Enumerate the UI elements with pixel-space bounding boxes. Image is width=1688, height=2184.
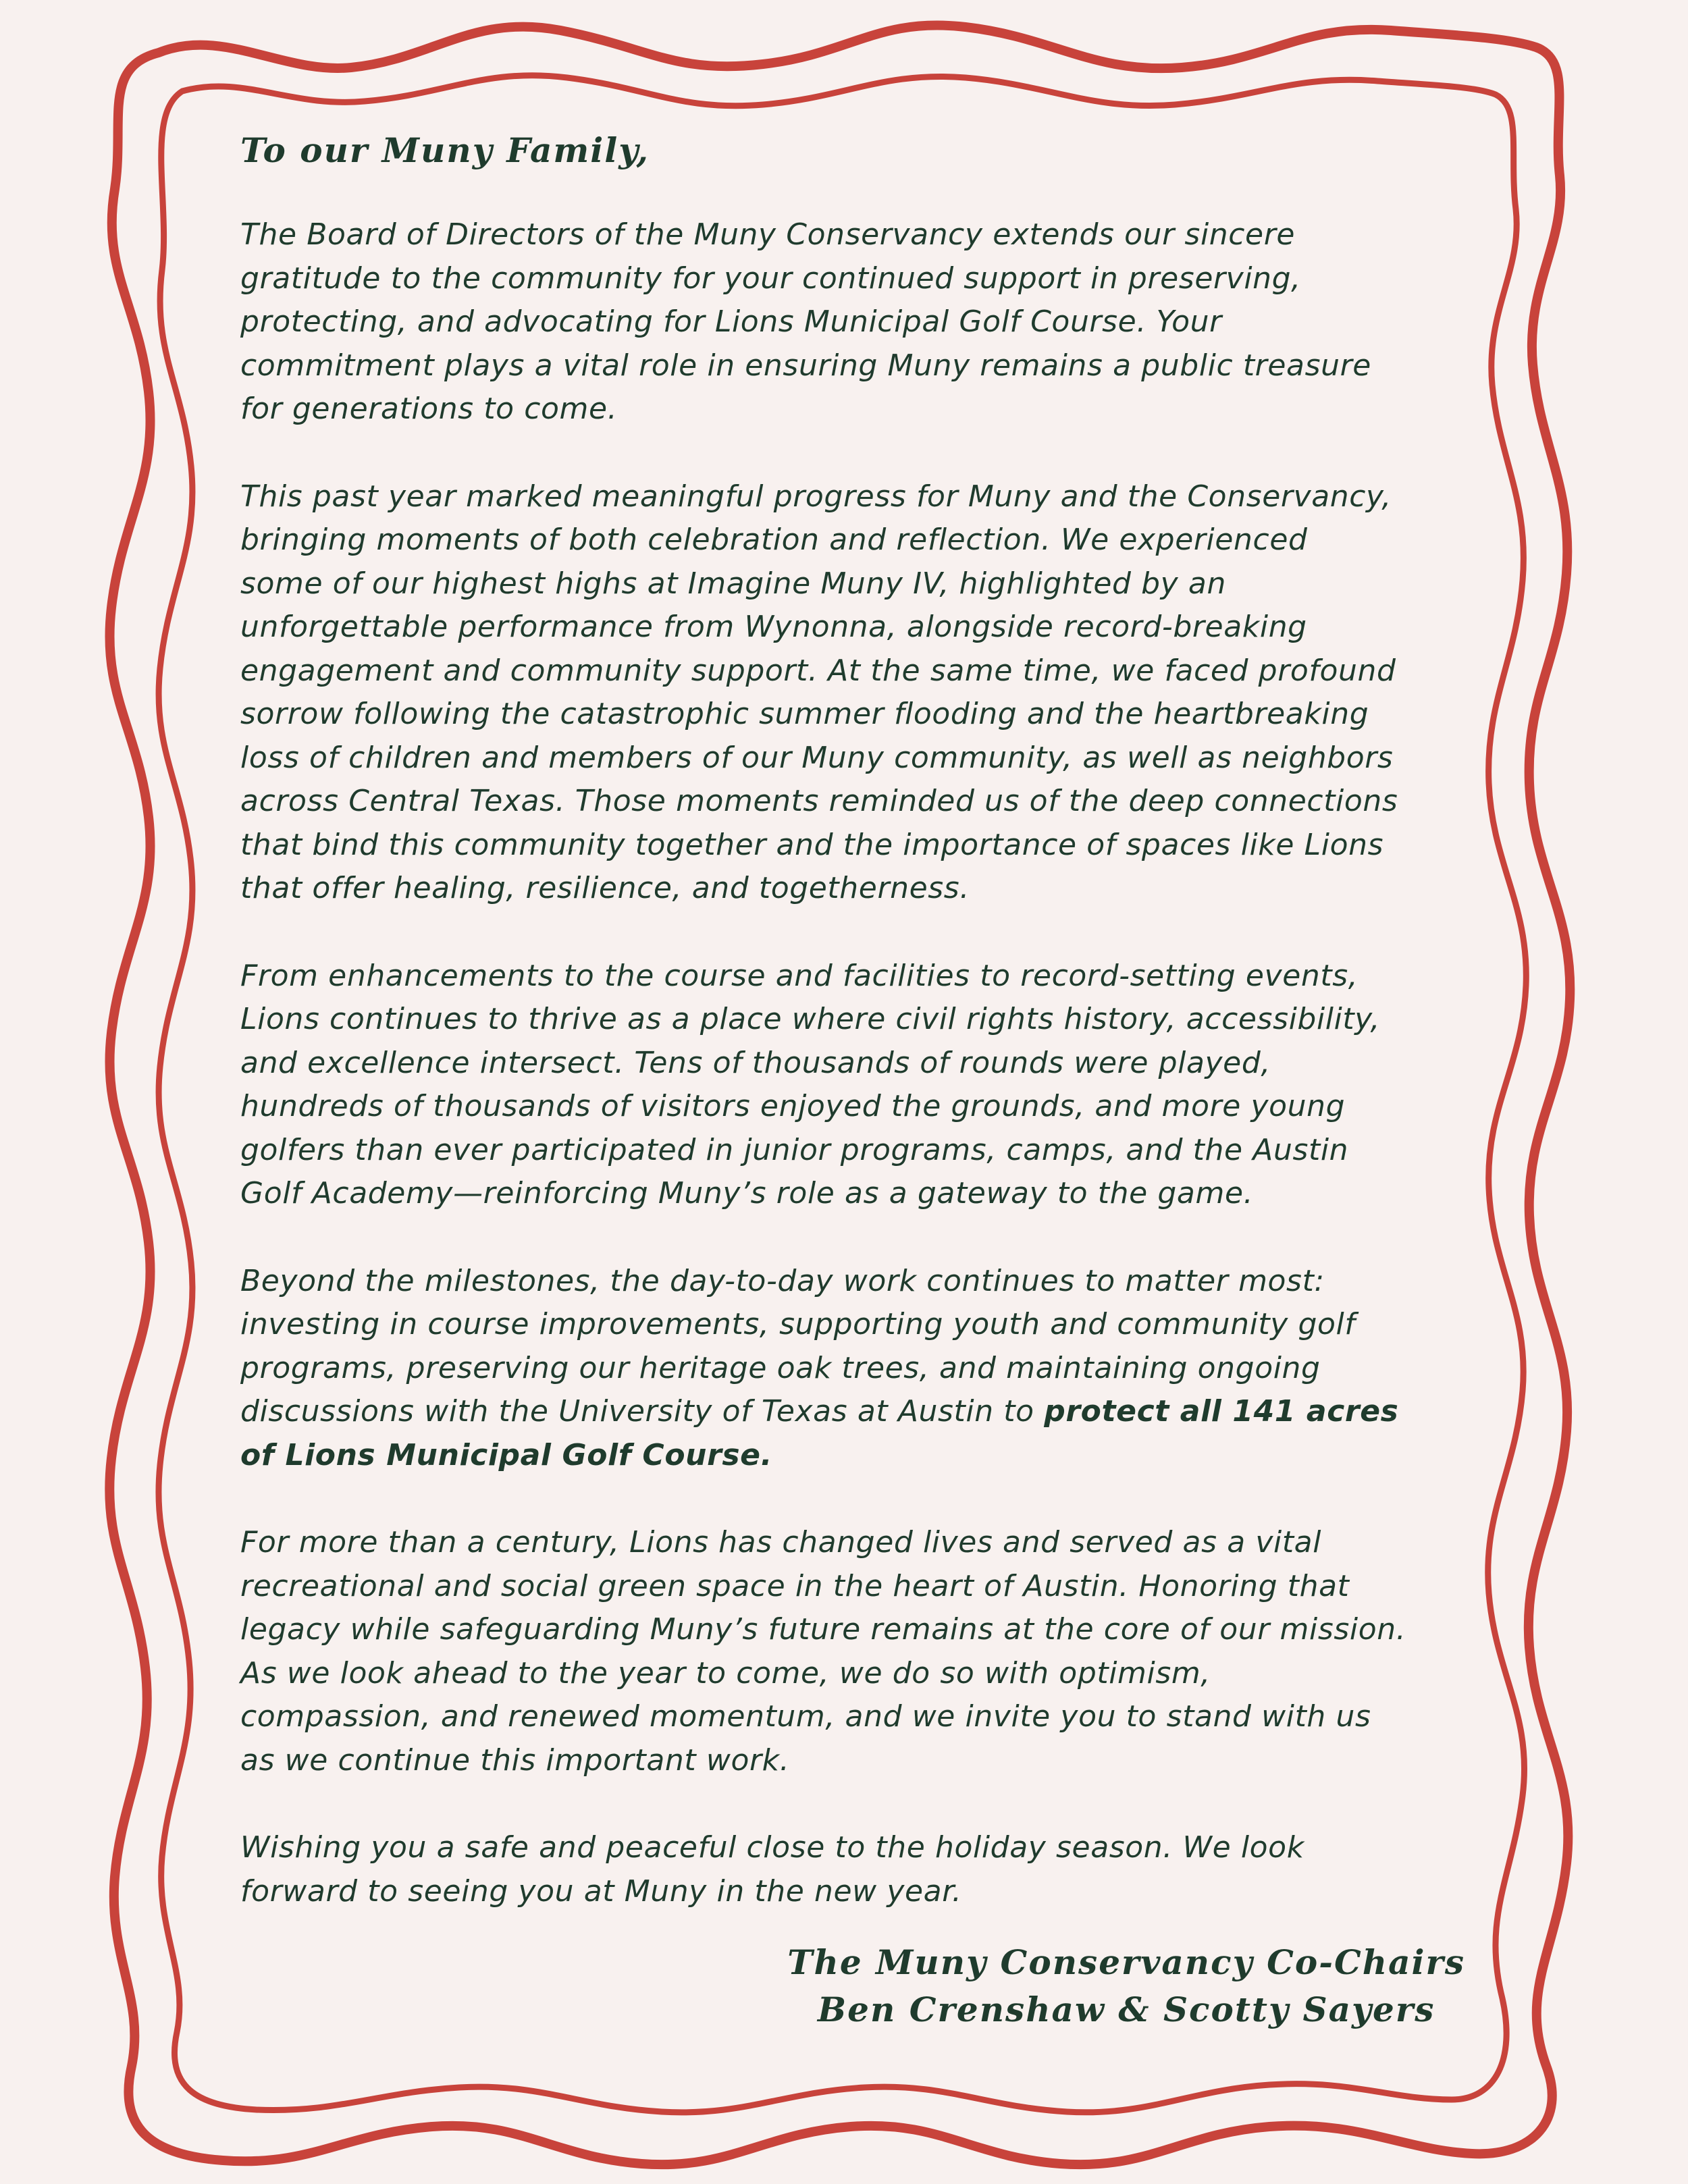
paragraph-enhancements: From enhancements to the course and facilities to record-setting events, Lions continues to thrive as a place where civil rights history, accessibility, and excellence intersect. Tens of thousands of rounds were played, hundreds of thousands of visitors enjoyed the grounds, and more young golfers than ever participated in junior programs, camps, and the Austin Golf Academy—reinforcing Muny’s role as a gateway to the game.: [240, 958, 1381, 1210]
paragraph-holiday-wishes: Wishing you a safe and peaceful close to the holiday season. We look forward to seeing you at Muny in the new year.: [240, 1830, 1304, 1909]
greeting-heading: To our Muny Family,: [240, 130, 650, 170]
paragraph-legacy: For more than a century, Lions has changed lives and served as a vital recreational and social green space in the heart of Austin. Honoring that legacy while safeguarding Muny’s future remains at the core of our mission. As we look ahead to the year to come, we do so with optimism, compassion, and renewed momentum, and we invite you to stand with us as we continue this important work.: [240, 1525, 1406, 1778]
signature-names: Ben Crenshaw & Scotty Sayers: [817, 1990, 1435, 2029]
paragraph-milestones-text: Beyond the milestones, the day-to-day work continues to matter most: investing in course improvements, supporting youth and community golf programs, preserving our heritage oak trees, and maintaining ongoing discussions with the University of Texas at Austin to: [240, 1263, 1356, 1429]
paragraph-gratitude: The Board of Directors of the Muny Conservancy extends our sincere gratitude to the community for your continued support in preserving, protecting, and advocating for Lions Municipal Golf Course. Your commitment plays a vital role in ensuring Muny remains a public treasure for generations to come.: [240, 217, 1371, 426]
protect-acres-emphasis: protect all 141 acres of Lions Municipal Golf Course.: [240, 1394, 1399, 1472]
paragraph-milestones: [240, 1260, 1496, 1478]
signature-block: [787, 1939, 1465, 2033]
paragraph-progress: This past year marked meaningful progress for Muny and the Conservancy, bringing moments of both celebration and reflection. We experienced some of our highest highs at Imagine Muny IV, highlighted by an unforgettable performance from Wynonna, alongside record-breaking engagement and community support. At the same time, we faced profound sorrow following the catastrophic summer flooding and the heartbreaking loss of children and members of our Muny community, as well as neighbors across Central Texas. Those moments reminded us of the deep connections that bind this community together and the importance of spaces like Lions that offer healing, resilience, and togetherness.: [240, 479, 1398, 905]
signature-title: The Muny Conservancy Co-Chairs: [787, 1942, 1465, 1982]
letter-body: [240, 127, 1496, 1957]
